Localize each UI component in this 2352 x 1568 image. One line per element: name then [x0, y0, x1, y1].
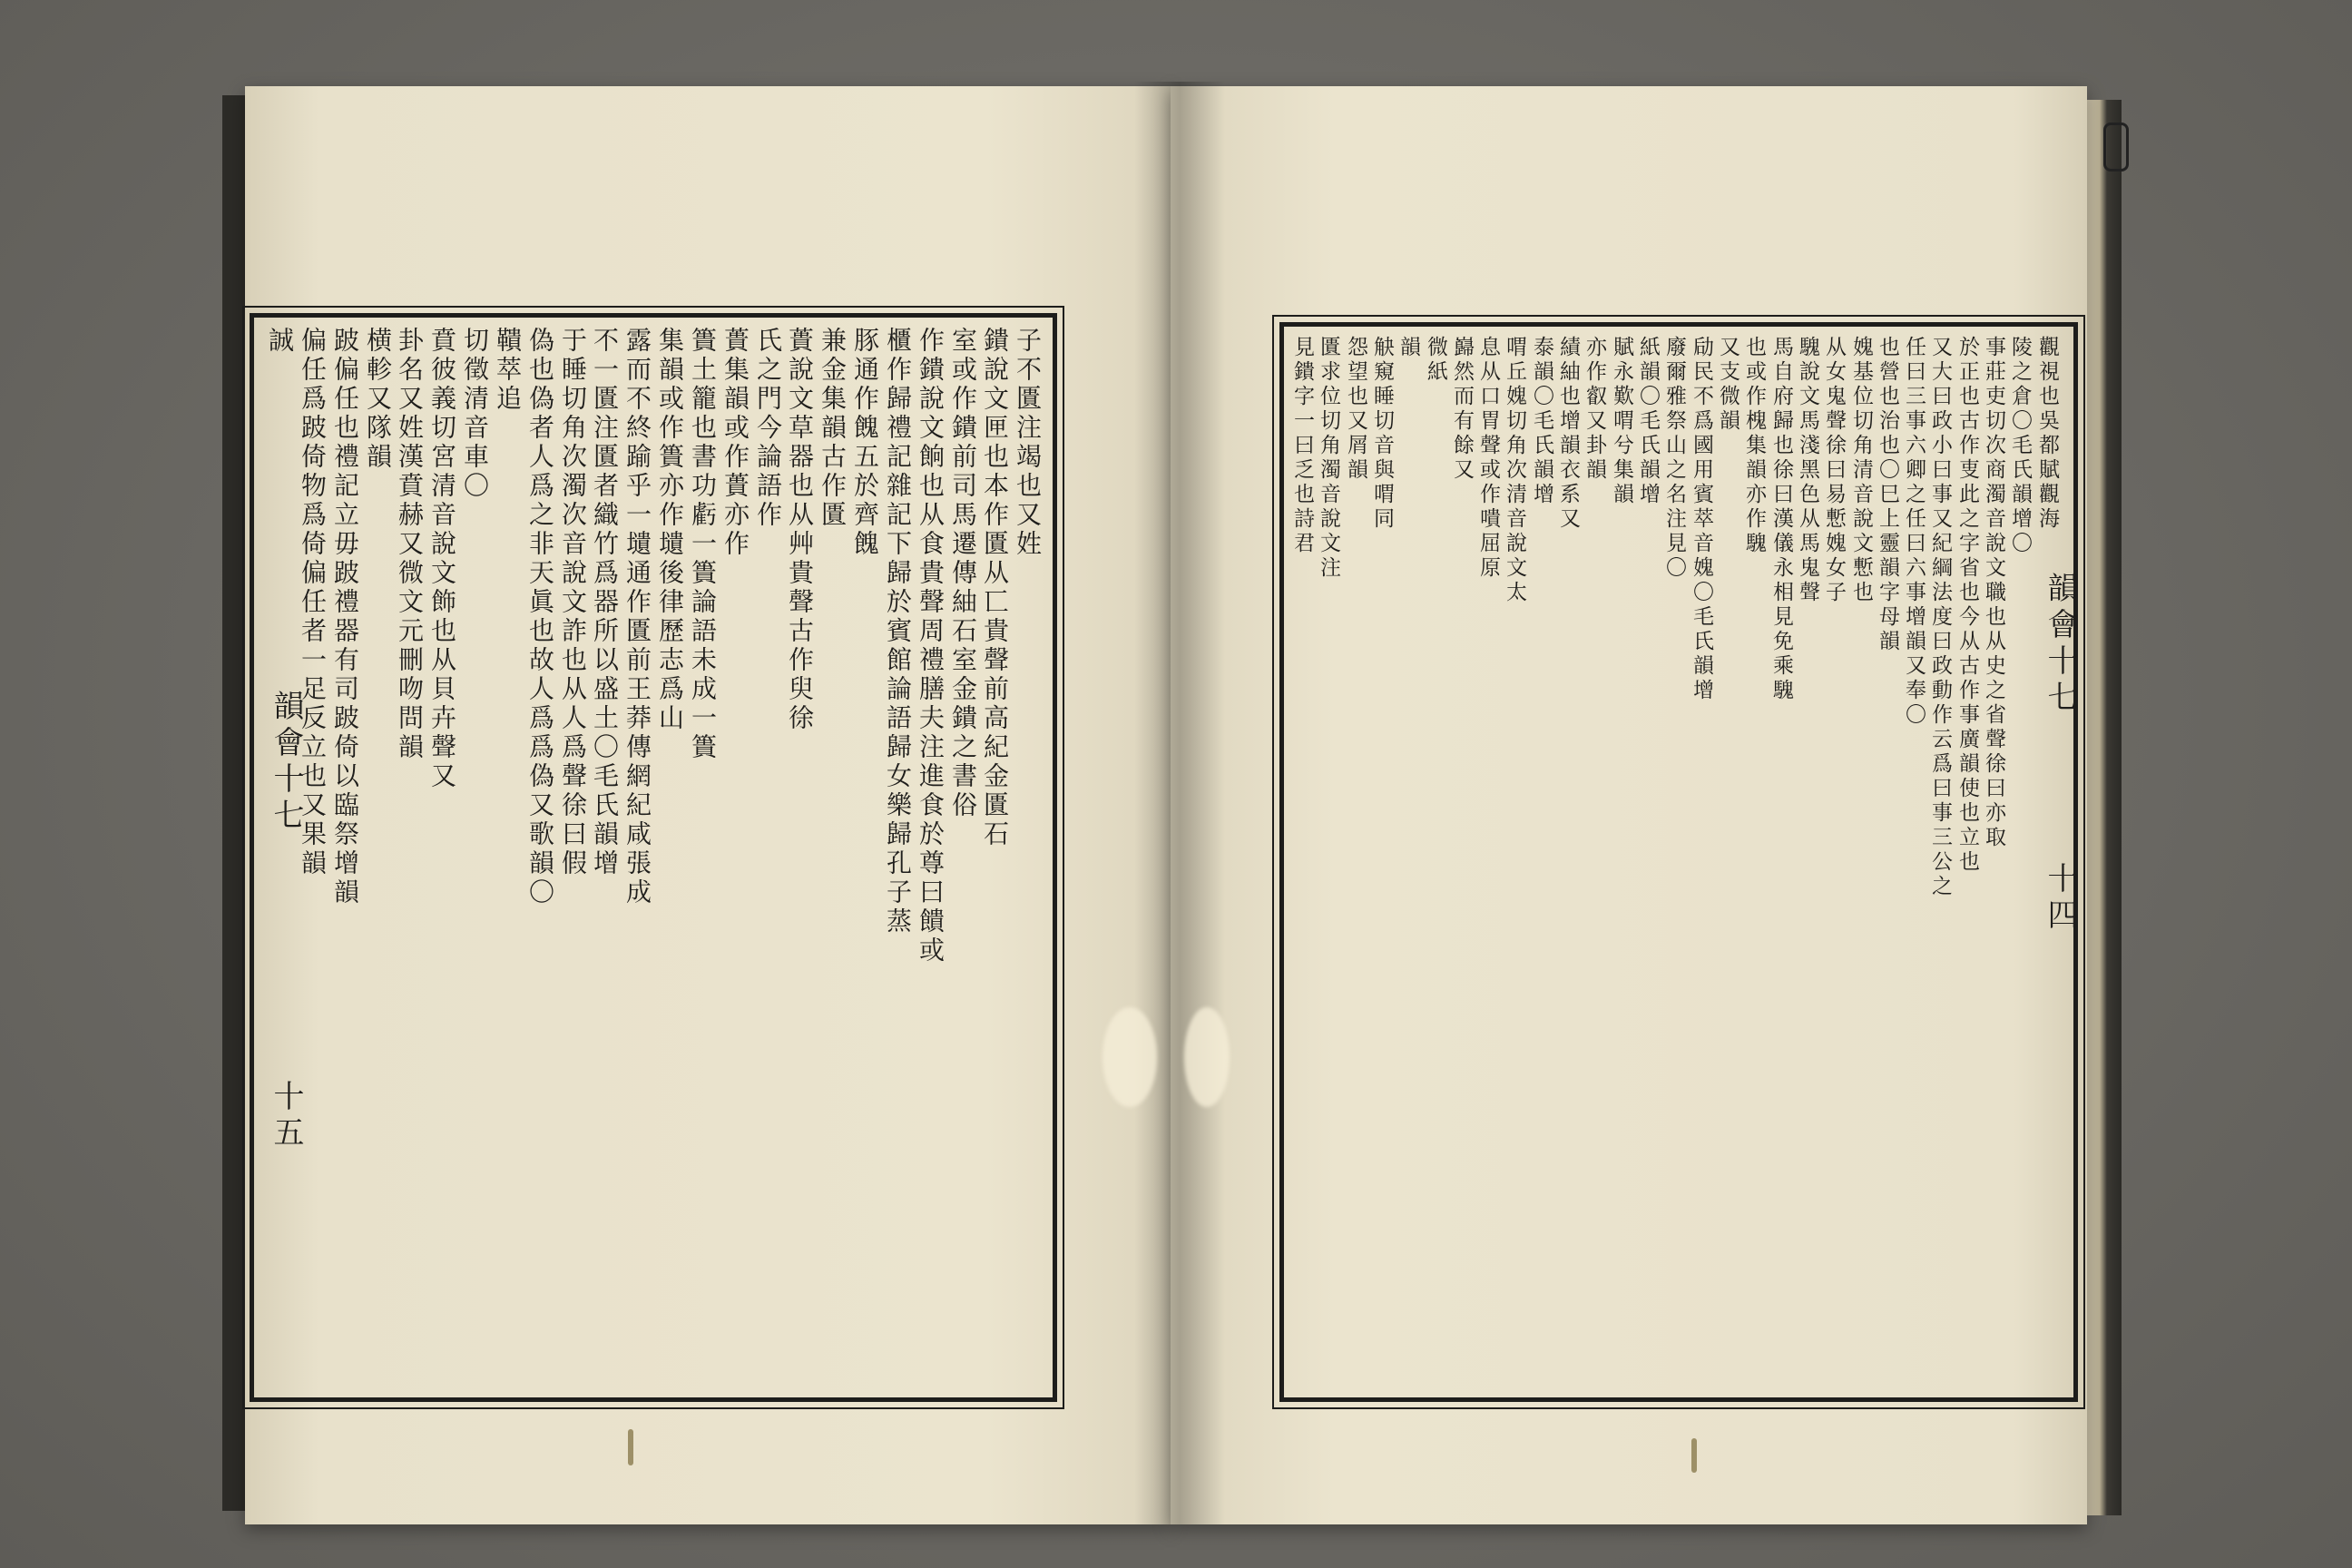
text-column: 賁彼義切宮清音說文飾也从貝卉聲又 [427, 327, 457, 791]
text-column: 泰韻〇毛氏韻增 [1530, 336, 1553, 507]
text-column: 露而不終踰乎一壝通作匱前王莽傳網紀咸張成 [622, 327, 652, 907]
text-column: 賦永歎喟兮集韻 [1610, 336, 1633, 507]
text-column: 匱求位切角濁音說文注 [1317, 336, 1340, 581]
text-column: 馬自府歸也徐曰漢儀永相見免乘騩 [1769, 336, 1793, 703]
text-column: 騩說文馬淺黑色从馬鬼聲 [1796, 336, 1819, 605]
text-column: 豚通作餽五於齊餽 [850, 327, 880, 559]
book-page-stack-right [2085, 100, 2122, 1515]
text-column: 廢爾雅祭山之名注見〇 [1662, 336, 1686, 581]
text-column: 也或作槐集韻亦作騩 [1742, 336, 1766, 556]
paper-mark [628, 1429, 633, 1465]
text-column: 蕢說文草器也从艸貴聲古作臾徐 [785, 327, 815, 733]
spine-shadow [1134, 82, 1225, 1524]
text-column: 蕢集韻或作蕢亦作 [720, 327, 750, 559]
text-column: 卦名又姓漢賁赫又微文元刪吻問韻 [395, 327, 425, 762]
text-column: 見鐀字一曰乏也詩君 [1290, 336, 1314, 556]
text-column: 于睡切角次濁次音說文詐也从人爲聲徐曰假 [558, 327, 588, 878]
text-column: 亦作叡又卦韻 [1583, 336, 1606, 483]
text-column: 韻 [1396, 336, 1420, 360]
text-column: 又支微韻 [1716, 336, 1740, 434]
text-column: 媿基位切角清音說文慙也 [1849, 336, 1873, 605]
right-gutter-page-number: 十四 [2042, 862, 2078, 935]
left-gutter-title: 韻會十七 [268, 690, 304, 835]
text-column: 鐀說文匣也本作匱从匸貴聲前高紀金匱石 [980, 327, 1010, 849]
text-column: 紙韻〇毛氏韻增 [1636, 336, 1660, 507]
paper-mark [1691, 1438, 1697, 1473]
text-column: 从女鬼聲徐曰易慙媿女子 [1822, 336, 1846, 605]
text-column: 誠 [265, 327, 295, 356]
text-column: 任曰三事六卿之任曰六事增韻又奉〇 [1902, 336, 1926, 728]
text-column: 劶民不爲國用賓萃音媿〇毛氏韻增 [1690, 336, 1713, 703]
text-column: 事莊吏切次商濁音說文職也从史之省聲徐曰亦取 [1982, 336, 2005, 850]
text-column: 巋然而有餘又 [1450, 336, 1474, 483]
text-column: 簣土籠也書功虧一簣論語未成一簣 [688, 327, 718, 762]
text-column: 微紙 [1424, 336, 1447, 385]
text-column: 息从口胃聲或作嘳屈原 [1476, 336, 1500, 581]
text-column: 觀視也吳都賦觀海 [2035, 336, 2059, 532]
text-column: 作鐀說文餉也从食貴聲周禮膳夫注進食於尊曰饋或 [916, 327, 946, 965]
right-gutter-title: 韻會十七 [2042, 572, 2078, 717]
text-column: 陵之倉〇毛氏韻增〇 [2008, 336, 2032, 556]
paper-stain [1102, 1007, 1157, 1107]
text-column: 又大曰政小曰事又紀綱法度曰政動作云爲曰事三公之 [1928, 336, 1952, 899]
text-column: 偽也偽者人爲之非天眞也故人爲爲偽又歌韻〇 [525, 327, 555, 907]
text-column: 也營也治也〇巳上靈韻字母韻 [1876, 336, 1899, 654]
text-column: 櫃作歸禮記雜記下歸於賓館論語歸女樂歸孔子蒸 [883, 327, 913, 936]
text-column: 偏任爲跛倚物爲倚偏任者一足反立也又果韻 [298, 327, 328, 878]
text-column: 兼金集韻古作匱 [818, 327, 848, 530]
text-column: 室或作鐀前司馬遷傳紬石室金鐀之書俗 [948, 327, 978, 820]
text-column: 觖窺睡切音與喟同 [1370, 336, 1394, 532]
text-column: 跛偏任也禮記立毋跛禮器有司跛倚以臨祭增韻 [330, 327, 360, 907]
text-column: 集韻或作簣亦作壝後律歷志爲山 [655, 327, 685, 733]
paper-stain [1184, 1007, 1230, 1107]
book-cover-edge-left [222, 95, 248, 1511]
left-gutter-page-number: 十五 [268, 1080, 304, 1152]
text-column: 於正也古作叓此之字省也今从古作事廣韻使也立也 [1955, 336, 1979, 875]
text-column: 不一匱注匱者織竹爲器所以盛土〇毛氏韻增 [590, 327, 620, 878]
text-column: 喟丘媿切角次清音說文太 [1503, 336, 1526, 605]
text-column: 子不匱注竭也又姓 [1013, 327, 1043, 559]
text-column: 切徵清音車〇 [460, 327, 490, 501]
text-column: 横軫又隊韻 [363, 327, 393, 472]
text-column: 績紬也增韻衣系又 [1556, 336, 1580, 532]
text-column: 怨望也又屑韻 [1344, 336, 1367, 483]
binding-clip [2103, 122, 2129, 172]
text-column: 氏之門今論語作 [753, 327, 783, 530]
text-column: 鞼萃追 [493, 327, 523, 414]
